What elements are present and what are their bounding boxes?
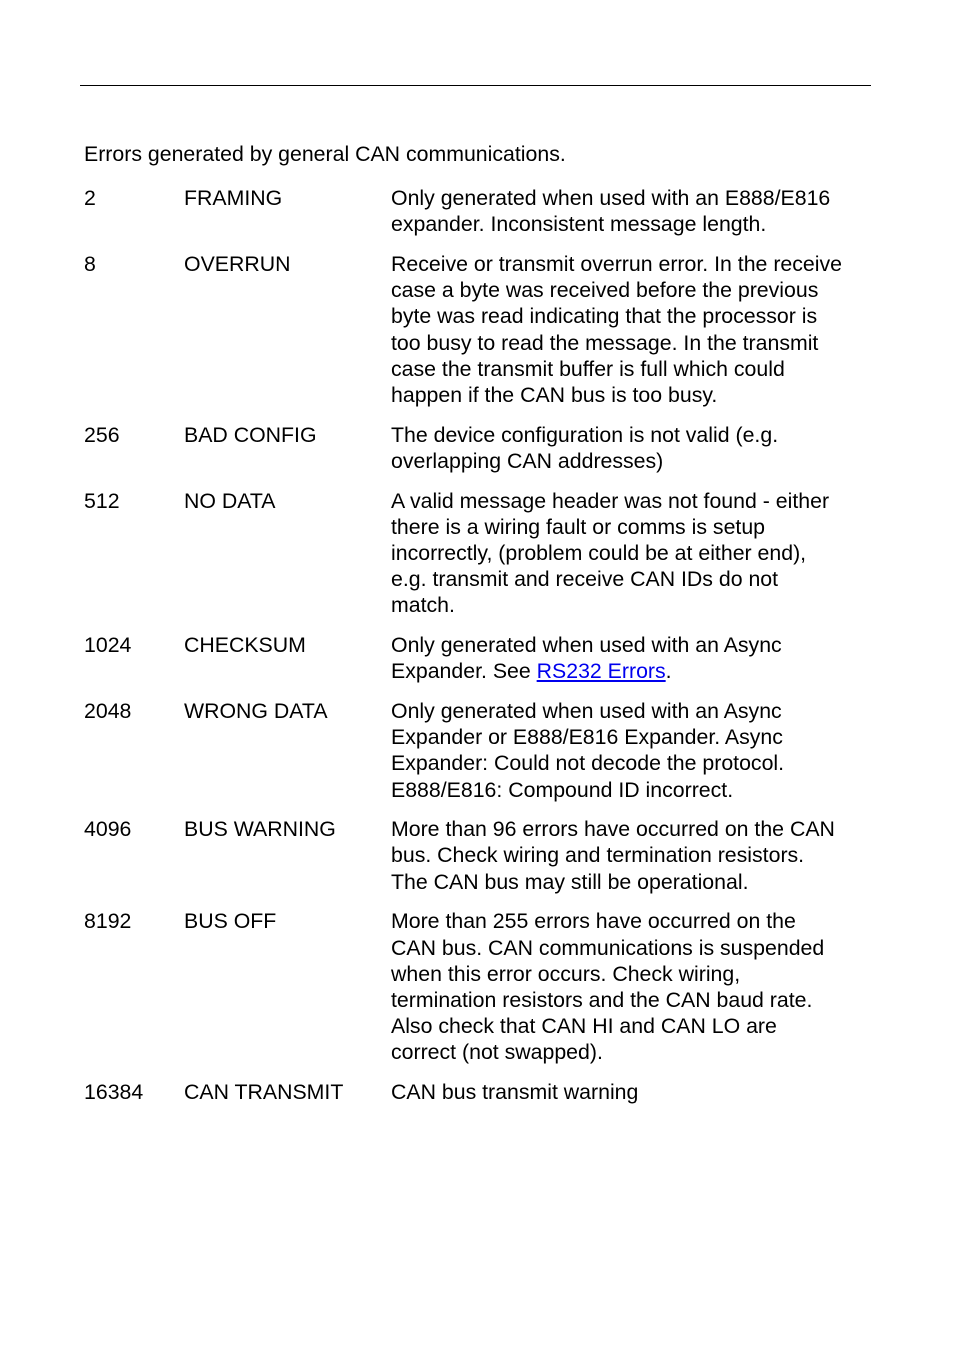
error-name: BUS WARNING (184, 817, 336, 842)
error-name: OVERRUN (184, 251, 291, 276)
error-code: 1024 (84, 633, 132, 658)
error-description-end: . (665, 659, 672, 684)
error-code: 256 (84, 422, 120, 447)
error-description: A valid message header was not found - either there is a wiring fault or comms is setup incorrectly, (problem could be at either end), e.g. transmit and receive CAN IDs do not match. (391, 488, 830, 618)
error-description: Receive or transmit overrun error. In the receive case a byte was received before the previous byte was read indicating that the processor is too busy to read the message. In the transmit case the transmit buffer is full which could happen if the CAN bus is too busy. (391, 251, 842, 407)
error-description: The device configuration is not valid (e.g. overlapping CAN addresses) (391, 422, 779, 473)
error-row-wrong-data (84, 698, 844, 803)
error-name: CHECKSUM (184, 633, 306, 658)
error-description: Only generated when used with an E888/E816 expander. Inconsistent message length. (391, 186, 831, 237)
error-row-no-data (84, 488, 844, 619)
error-code: 8 (84, 251, 96, 276)
error-code-table (84, 185, 844, 1119)
error-code: 4096 (84, 817, 132, 842)
error-code: 2 (84, 186, 96, 210)
error-row-checksum (84, 632, 844, 684)
error-row-overrun (84, 251, 844, 408)
error-row-framing (84, 185, 844, 237)
error-description: CAN bus transmit warning (391, 1080, 639, 1105)
error-name: BAD CONFIG (184, 422, 317, 447)
error-name: BUS OFF (184, 909, 277, 934)
error-description: More than 255 errors have occurred on the CAN bus. CAN communications is suspended when this error occurs. Check wiring, termination resistors and the CAN baud rate. Also check that CAN HI and CAN LO are correct (not swapped). (391, 909, 825, 1065)
rs232-errors-link[interactable]: RS232 Errors (536, 659, 666, 684)
error-description: Only generated when used with an Async Expander or E888/E816 Expander. Async Expander: Could not decode the protocol. E888/E816: Compound ID incorrect. (391, 698, 785, 802)
error-code: 2048 (84, 698, 132, 723)
intro-text: Errors generated by general CAN communications. (84, 142, 566, 166)
error-name: FRAMING (184, 186, 283, 210)
error-code: 512 (84, 488, 120, 513)
error-row-can-transmit (84, 1079, 844, 1105)
error-code: 8192 (84, 909, 132, 934)
error-code: 16384 (84, 1080, 144, 1105)
error-row-bus-off (84, 908, 844, 1065)
error-row-bad-config (84, 422, 844, 474)
error-description-text: Only generated when used with an Async Expander. See (391, 633, 782, 684)
error-row-bus-warning (84, 816, 844, 895)
error-name: WRONG DATA (184, 698, 328, 723)
header-rule (80, 85, 871, 86)
error-name: NO DATA (184, 488, 276, 513)
error-name: CAN TRANSMIT (184, 1080, 344, 1105)
error-description: More than 96 errors have occurred on the CAN bus. Check wiring and termination resistors. The CAN bus may still be operational. (391, 817, 835, 894)
error-description (391, 632, 843, 684)
